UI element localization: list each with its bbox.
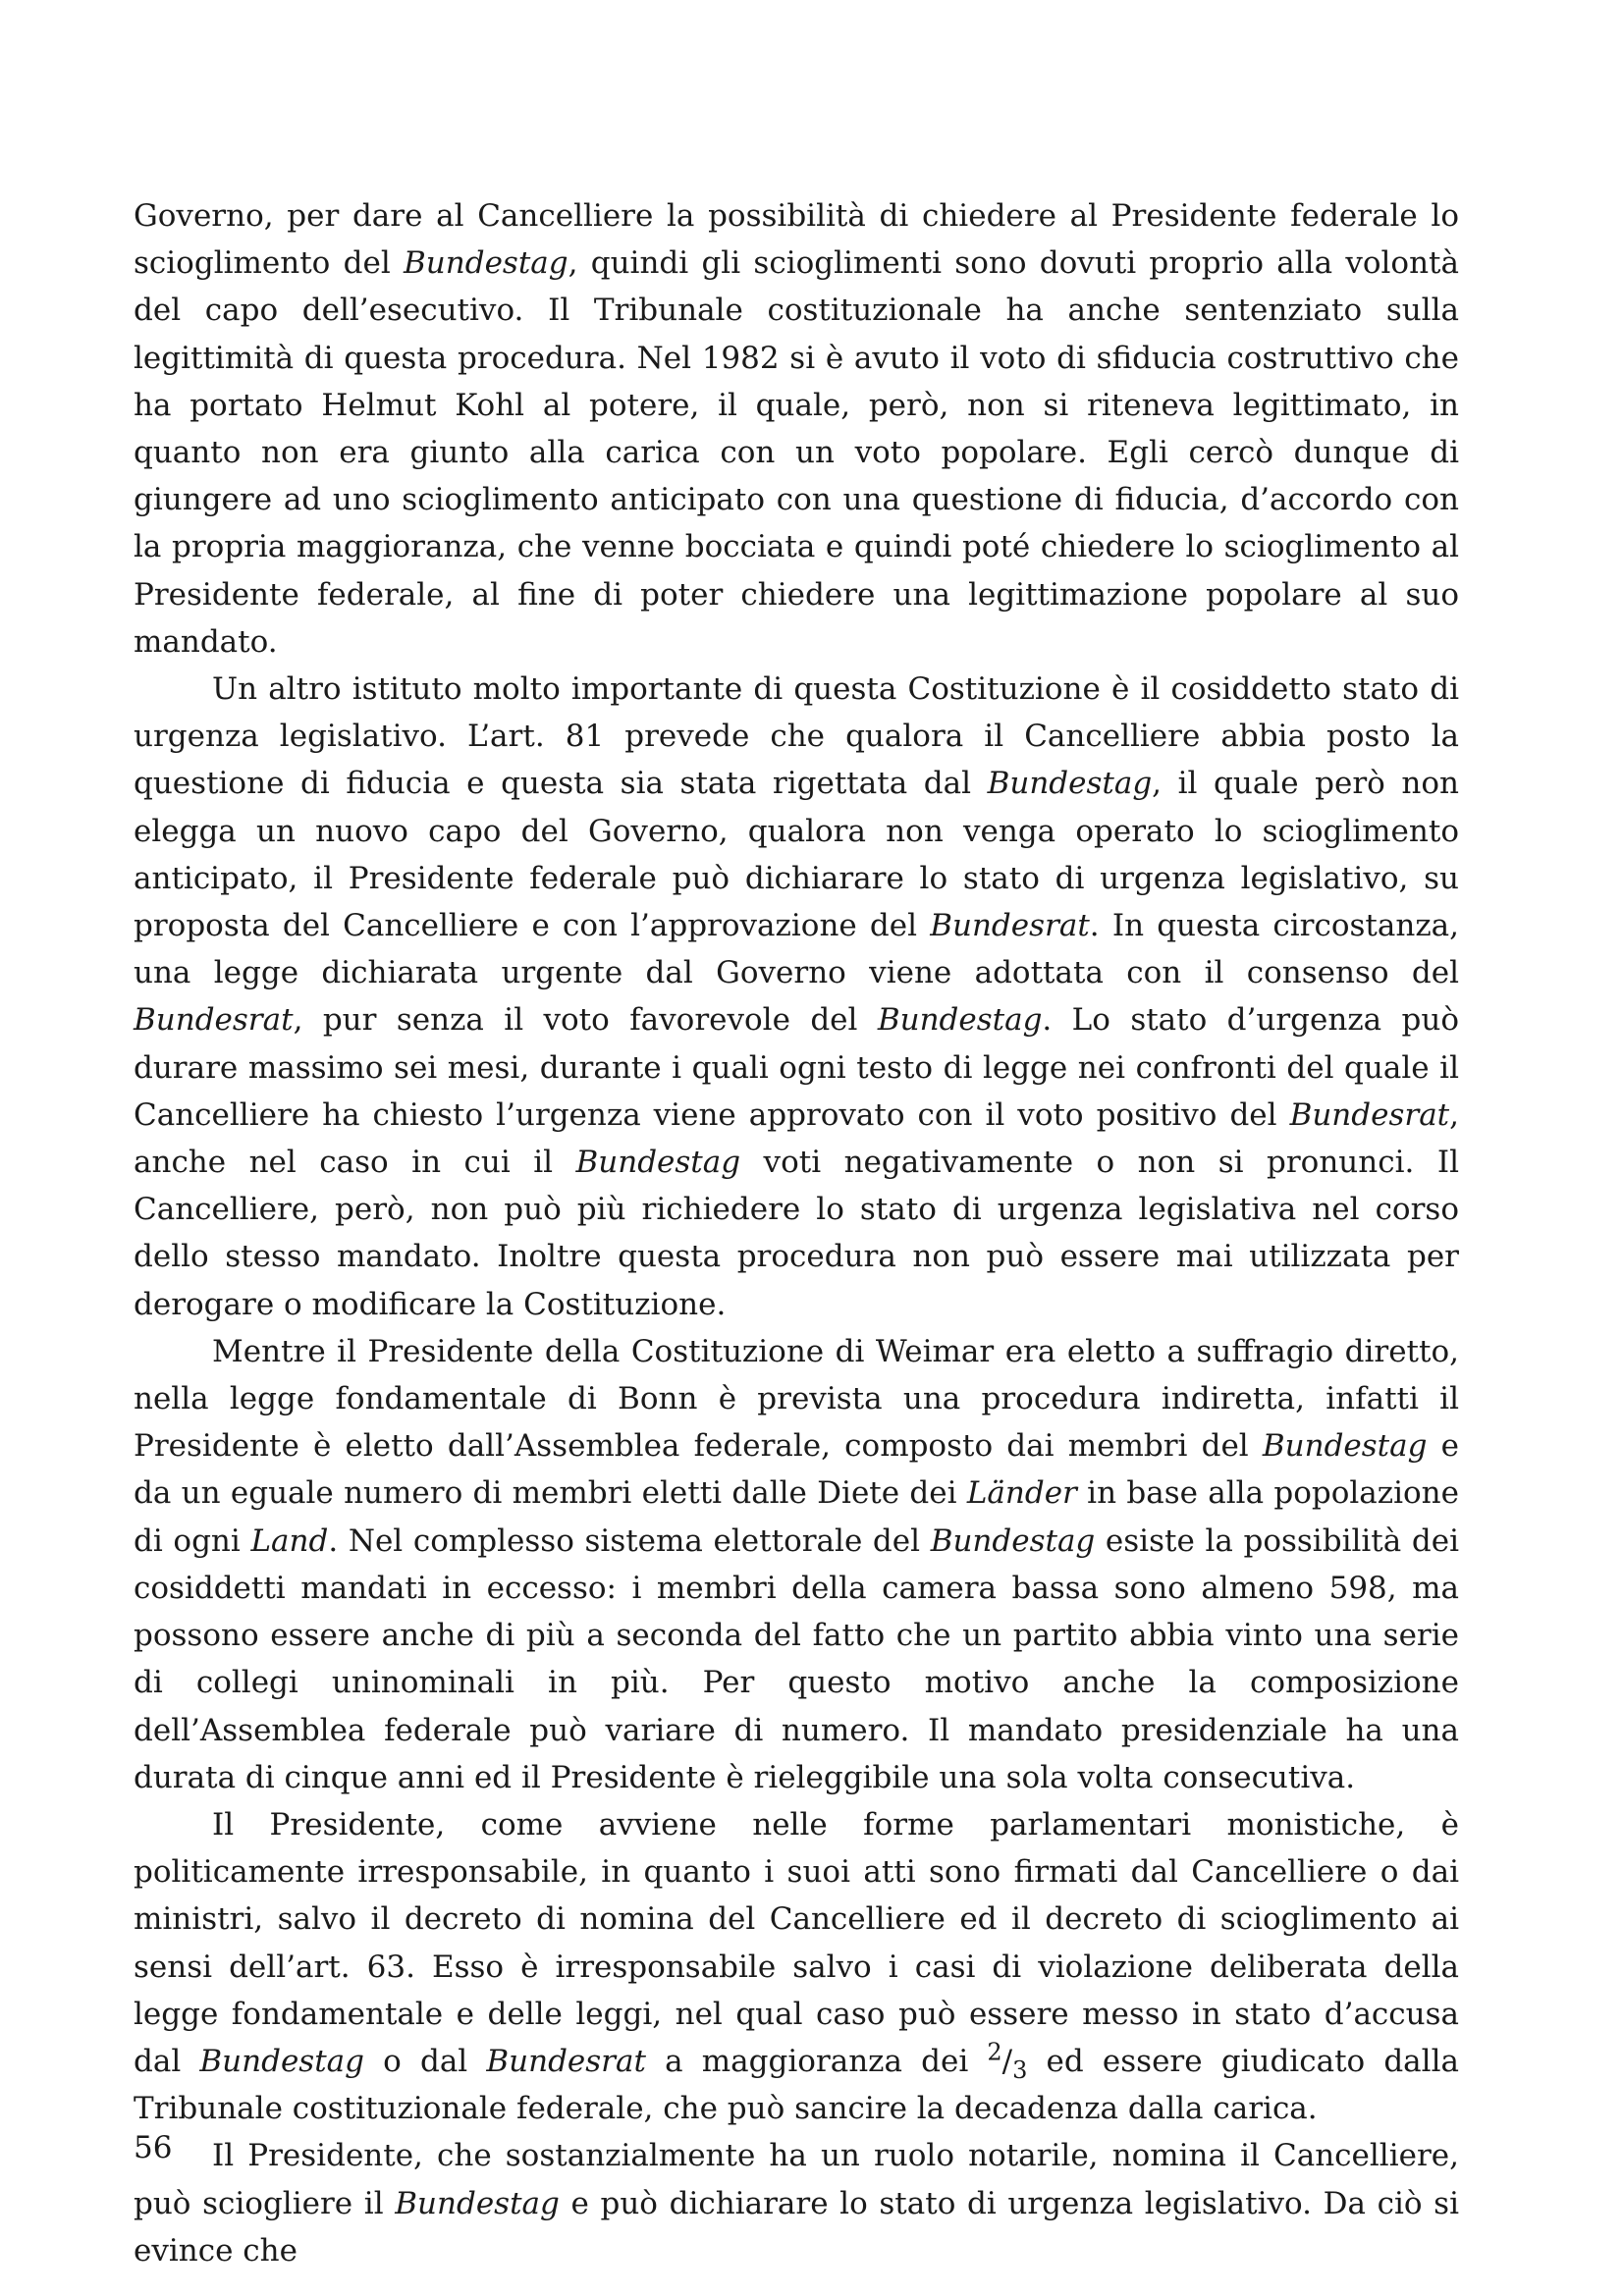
fraction (987, 2038, 1028, 2085)
italic-term: Bundesrat (134, 1002, 294, 1039)
text-run: , quindi gli scioglimenti sono dovuti proprio alla volontà del capo dell’esecutivo. Il Tribunale costituzionale ha anche sentenziato sulla legittimità di questa procedura. Nel 1982 si è avuto il voto di sfiducia costruttivo che ha portato Helmut Kohl al potere, il quale, però, non si riteneva legittimato, in quanto non era giunto alla carica con un voto popolare. Egli cercò dunque di giungere ad uno scioglimento anticipato con una questione di fiducia, d’accordo con la propria maggioranza, che venne bocciata e quindi poté chiedere lo scioglimento al Presidente federale, al fine di poter chiedere una legittimazione popolare al suo mandato. (134, 245, 1459, 660)
text-run: . In questa circostanza, una legge dichiarata urgente dal Governo viene adottata con il consenso del (134, 908, 1459, 991)
italic-term: Bundestag (1262, 1428, 1428, 1465)
body-text (134, 192, 1459, 2274)
paragraph (134, 1328, 1459, 1801)
fraction-slash: / (1001, 2043, 1013, 2079)
text-run: ed essere giudicato dalla Tribunale costituzionale federale, che può sancire la decadenza dalla carica. (134, 2043, 1459, 2127)
text-run: a maggioranza dei (645, 2043, 988, 2079)
paragraph (134, 2132, 1459, 2274)
text-run: , pur senza il voto favorevole del (293, 1002, 878, 1039)
text-run: . Nel complesso sistema elettorale del (328, 1522, 931, 1559)
fraction-numerator: 2 (987, 2038, 1002, 2066)
text-run: Mentre il Presidente della Costituzione di Weimar era eletto a suffragio diretto, nella legge fondamentale di Bonn è prevista una procedura indiretta, infatti il Presidente è eletto dall’Assemblea federale, composto dai membri del (134, 1333, 1459, 1465)
italic-term: Bundestag (877, 1002, 1043, 1039)
text-run: Il Presidente, che sostanzialmente ha un ruolo notarile, nomina il Cancelliere, può sciogliere il (134, 2138, 1459, 2221)
text-run: , il quale però non elegga un nuovo capo del Governo, qualora non venga operato lo scioglimento anticipato, il Presidente federale può dichiarare lo stato di urgenza legislativo, su proposta del Cancelliere e con l’approvazione del (134, 766, 1459, 944)
paragraph (134, 1801, 1459, 2132)
fraction-denominator: 3 (1012, 2056, 1028, 2085)
italic-term: Länder (966, 1475, 1077, 1512)
text-run: , anche nel caso in cui il (134, 1096, 1459, 1181)
text-run: in base alla popolazione di ogni (134, 1475, 1459, 1559)
text-run: voti negativamente o non si pronunci. Il Cancelliere, però, non può più richiedere lo stato di urgenza legislativa nel corso dello stesso mandato. Inoltre questa procedura non può essere mai utilizzata per derogare o modificare la Costituzione. (134, 1145, 1459, 1322)
italic-term: Bundestag (987, 766, 1153, 802)
italic-term: Bundesrat (1289, 1096, 1450, 1133)
italic-term: Bundestag (404, 245, 568, 282)
text-run: e può dichiarare lo stato di urgenza legislativo. Da ciò si evince che (134, 2185, 1459, 2269)
text-run: e da un eguale numero di membri eletti dalle Diete dei (134, 1428, 1459, 1512)
text-run: Un altro istituto molto importante di questa Costituzione è il cosiddetto stato di urgenza legislativo. L’art. 81 prevede che qualora il Cancelliere abbia posto la questione di fiducia e questa sia stata rigettata dal (134, 671, 1459, 802)
paragraph (134, 192, 1459, 666)
italic-term: Bundesrat (486, 2043, 646, 2079)
italic-term: Land (250, 1522, 329, 1559)
text-run: . Lo stato d’urgenza può durare massimo sei mesi, durante i quali ogni testo di legge nei confronti del quale il Cancelliere ha chiesto l’urgenza viene approvato con il voto positivo del (134, 1002, 1459, 1133)
italic-term: Bundestag (199, 2043, 364, 2079)
page-number: 56 (134, 2130, 173, 2165)
italic-term: Bundestag (575, 1145, 741, 1181)
text-run: Governo, per dare al Cancelliere la possibilità di chiedere al Presidente federale lo scioglimento del (134, 198, 1459, 282)
text-run: esiste la possibilità dei cosiddetti mandati in eccesso: i membri della camera bassa sono almeno 598, ma possono essere anche di più a seconda del fatto che un partito abbia vinto una serie di collegi uninominali in più. Per questo motivo anche la composizione dell’Assemblea federale può variare di numero. Il mandato presidenziale ha una durata di cinque anni ed il Presidente è rieleggibile una sola volta consecutiva. (134, 1522, 1459, 1795)
paragraph (134, 666, 1459, 1328)
italic-term: Bundestag (930, 1522, 1096, 1559)
italic-term: Bundestag (395, 2185, 560, 2221)
text-run: Il Presidente, come avviene nelle forme parlamentari monistiche, è politicamente irresponsabile, in quanto i suoi atti sono firmati dal Cancelliere o dai ministri, salvo il decreto di nomina del Cancelliere ed il decreto di scioglimento ai sensi dell’art. 63. Esso è irresponsabile salvo i casi di violazione deliberata della legge fondamentale e delle leggi, nel qual caso può essere messo in stato d’accusa dal (134, 1806, 1459, 2079)
italic-term: Bundesrat (930, 908, 1090, 944)
text-run: o dal (364, 2043, 487, 2079)
